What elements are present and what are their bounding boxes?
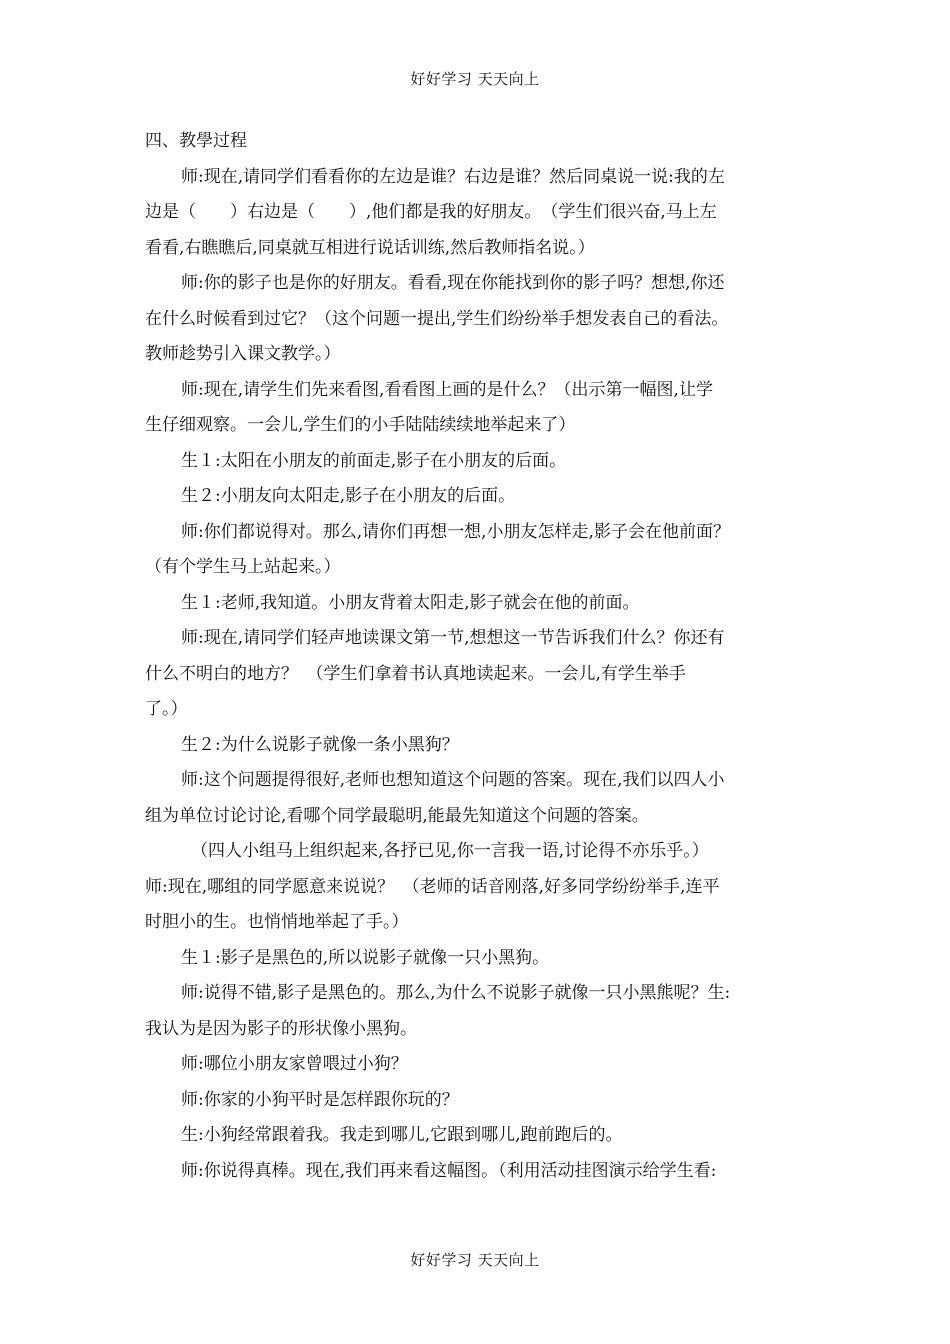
text-line: 生２:为什么说影子就像一条小黑狗？ bbox=[181, 734, 459, 755]
text-line: （有个学生马上站起来。） bbox=[145, 557, 341, 577]
text-line: 师:你说得真棒。现在,我们再来看这幅图。（利用活动挂图演示给学生看: bbox=[181, 1160, 717, 1181]
text-line: 生１:老师,我知道。小朋友背着太阳走,影子就会在他的前面。 bbox=[181, 592, 640, 613]
text-line: 了。） bbox=[145, 699, 188, 719]
text-line: 看看,右瞧瞧后,同桌就互相进行说话训练,然后教师指名说。） bbox=[145, 237, 595, 258]
text-line: 生１:太阳在小朋友的前面走,影子在小朋友的后面。 bbox=[181, 450, 567, 471]
text-line: 师:哪位小朋友家曾喂过小狗？ bbox=[181, 1054, 408, 1074]
text-line: 生２:小朋友向太阳走,影子在小朋友的后面。 bbox=[181, 486, 516, 506]
text-line: 组为单位讨论讨论,看哪个同学最聪明,能最先知道这个问题的答案。 bbox=[145, 805, 649, 826]
text-line: 师:现在,哪组的同学愿意来说说？ （老师的话音刚落,好多同学纷纷举手,连平 bbox=[145, 876, 720, 897]
text-line: 师:现在,请同学们看看你的左边是谁？右边是谁？然后同桌说一说:我的左 bbox=[181, 166, 725, 187]
text-line: 师:现在,请学生们先来看图,看看图上画的是什么？（出示第一幅图,让学 bbox=[181, 379, 713, 400]
text-line: 师:你们都说得对。那么,请你们再想一想,小朋友怎样走,影子会在他前面？ bbox=[181, 521, 730, 542]
text-line: 生１:影子是黑色的,所以说影子就像一只小黑狗。 bbox=[181, 947, 550, 968]
document-body bbox=[145, 124, 810, 1189]
page-header: 好好学习 天天向上 bbox=[410, 70, 540, 88]
text-line: 教师趁势引入课文教学。） bbox=[145, 344, 341, 364]
text-line: （四人小组马上组织起来,各抒已见,你一言我一语,讨论得不亦乐乎。） bbox=[191, 841, 709, 861]
text-line: 师:你的影子也是你的好朋友。看看,现在你能找到你的影子吗？想想,你还 bbox=[181, 273, 725, 293]
text-line: 师:这个问题提得很好,老师也想知道这个问题的答案。现在,我们以四人小 bbox=[181, 770, 725, 790]
text-line: 师:说得不错,影子是黑色的。那么,为什么不说影子就像一只小黑熊呢？生: bbox=[181, 983, 731, 1003]
page-footer: 好好学习 天天向上 bbox=[410, 1251, 540, 1269]
text-line: 师:你家的小狗平时是怎样跟你玩的？ bbox=[181, 1089, 459, 1110]
text-line: 生:小狗经常跟着我。我走到哪儿,它跟到哪儿,跑前跑后的。 bbox=[181, 1125, 623, 1145]
section-heading: 四、教學过程 bbox=[145, 131, 247, 151]
text-line: 生仔细观察。一会儿,学生们的小手陆陆续续地举起来了） bbox=[145, 415, 576, 435]
text-line: 师:现在,请同学们轻声地读课文第一节,想想这一节告诉我们什么？你还有 bbox=[181, 628, 725, 648]
text-line: 我认为是因为影子的形状像小黑狗。 bbox=[145, 1018, 417, 1039]
text-line: 时胆小的生。也悄悄地举起了手。） bbox=[145, 912, 409, 932]
text-line: 什么不明白的地方？ （学生们拿着书认真地读起来。一会儿,有学生举手 bbox=[145, 663, 686, 684]
text-line: 边是（ ）右边是（ ）,他们都是我的好朋友。 （学生们很兴奋,马上左 bbox=[145, 202, 717, 222]
text-line: 在什么时候看到过它？（这个问题一提出,学生们纷纷举手想发表自己的看法。 bbox=[145, 308, 729, 329]
